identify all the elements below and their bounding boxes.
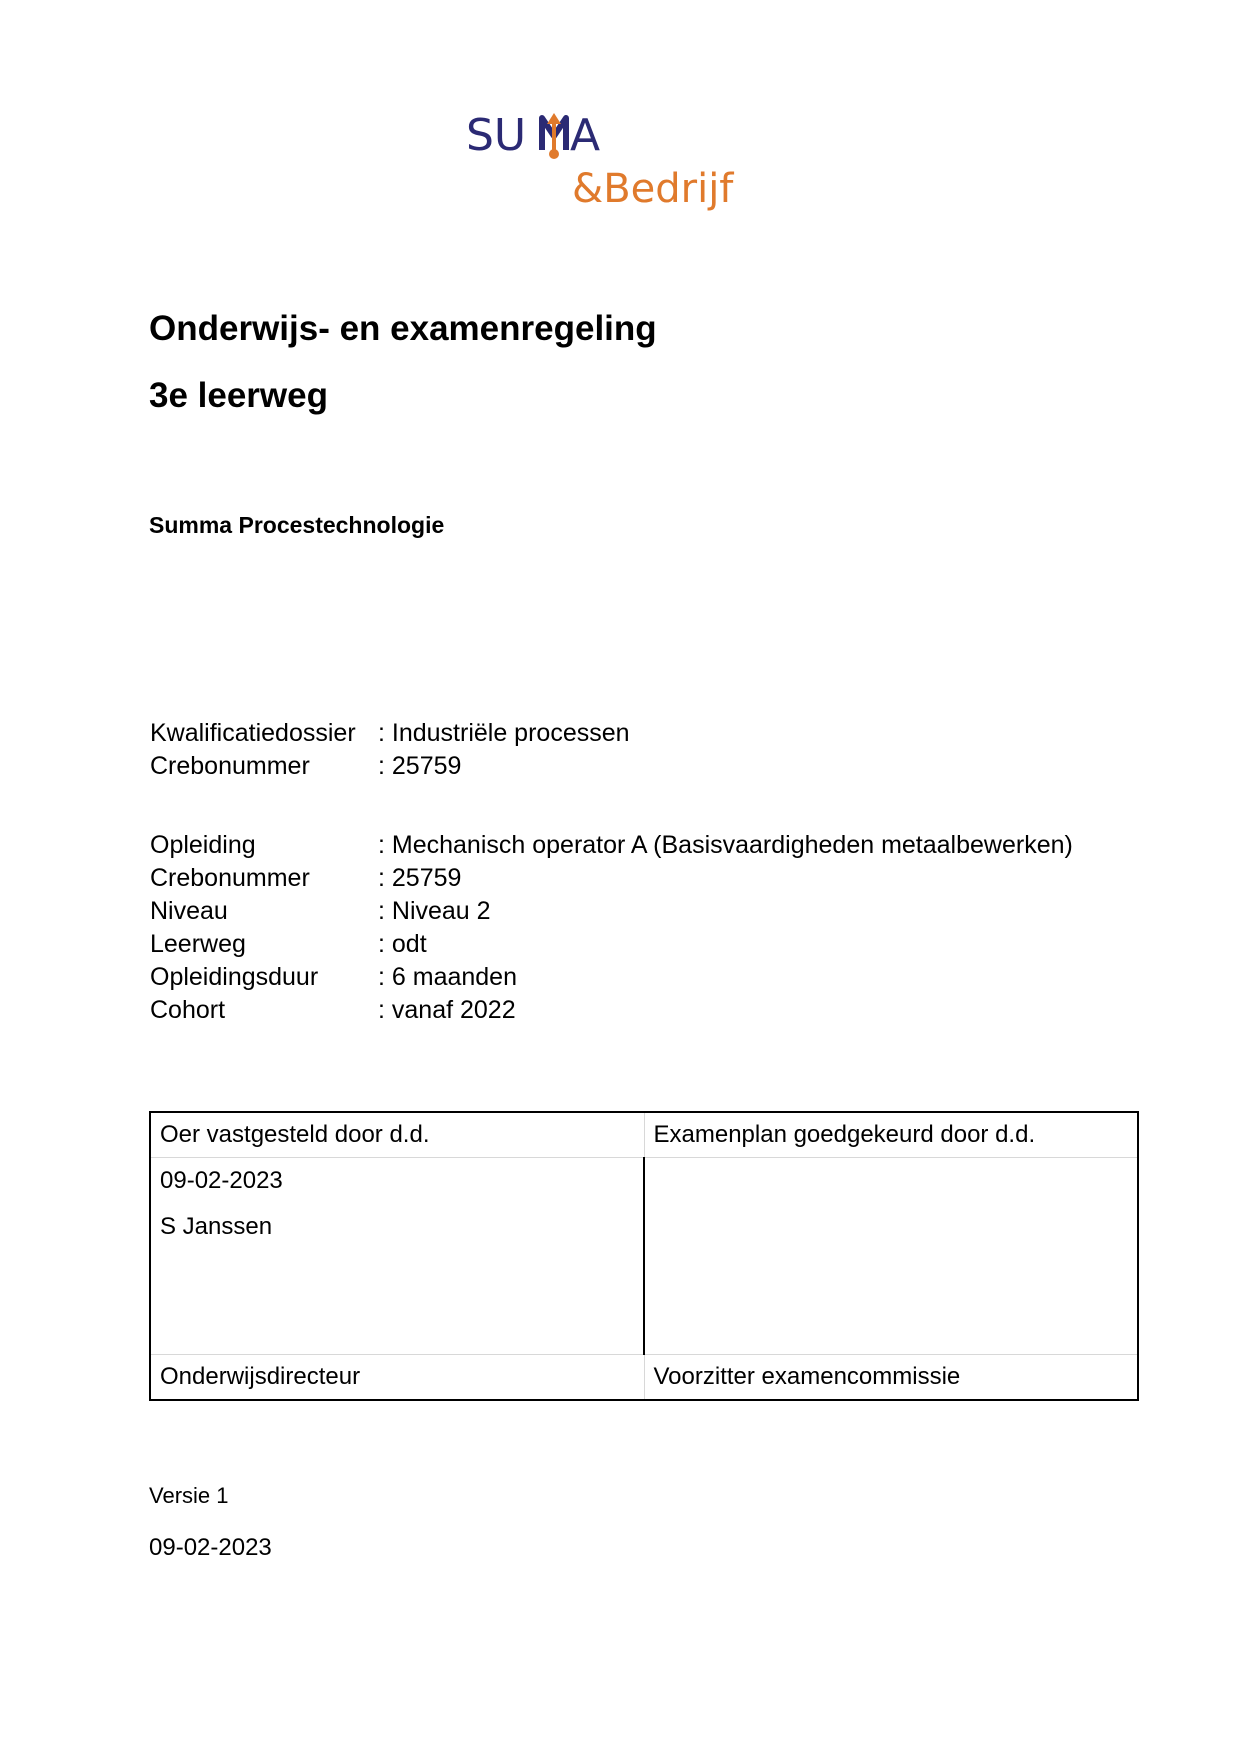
svg-text:SU: SU — [466, 110, 527, 161]
version-label: Versie 1 — [149, 1483, 229, 1508]
info-label: Cohort — [150, 996, 226, 1024]
info-label: Opleidingsduur — [150, 963, 319, 991]
logo-arrow-m — [542, 113, 566, 159]
document-subtitle-leerweg: 3e leerweg — [149, 376, 328, 415]
info-row — [150, 750, 630, 783]
info-value: : odt — [378, 930, 427, 958]
info-value: : 25759 — [378, 864, 462, 892]
info-value: : vanaf 2022 — [378, 996, 516, 1024]
info-row — [150, 928, 1073, 961]
info-value: : Niveau 2 — [378, 897, 491, 925]
svg-text:&Bedrijf: &Bedrijf — [572, 166, 734, 212]
info-row — [150, 961, 1073, 994]
summa-bedrijf-logo — [464, 108, 754, 218]
info-label: Kwalificatiedossier — [150, 719, 356, 747]
signature-row — [150, 1158, 1138, 1355]
programme-info — [150, 829, 1073, 1027]
info-value: : Mechanisch operator A (Basisvaardigheden metaalbewerken) — [378, 831, 1073, 859]
approval-table — [149, 1111, 1139, 1401]
info-row — [150, 994, 1073, 1027]
info-label: Opleiding — [150, 831, 256, 859]
info-value: : 25759 — [378, 752, 462, 780]
info-row — [150, 862, 1073, 895]
signature-cell-left — [150, 1158, 644, 1355]
document-title: Onderwijs- en examenregeling — [149, 309, 657, 348]
table-header-row — [150, 1112, 1138, 1158]
signature-cell-right — [644, 1158, 1138, 1355]
info-row — [150, 895, 1073, 928]
logo-image — [464, 108, 754, 218]
approver-name: S Janssen — [160, 1213, 273, 1240]
info-row — [150, 829, 1073, 862]
header-cell-oer: Oer vastgesteld door d.d. — [150, 1112, 644, 1158]
role-voorzitter: Voorzitter examencommissie — [644, 1355, 1138, 1401]
version-date: 09-02-2023 — [149, 1534, 272, 1561]
info-value: : 6 maanden — [378, 963, 517, 991]
info-label: Leerweg — [150, 930, 246, 958]
info-label: Crebonummer — [150, 752, 310, 780]
info-value: : Industriële processen — [378, 719, 630, 747]
info-label: Niveau — [150, 897, 228, 925]
role-onderwijsdirecteur: Onderwijsdirecteur — [150, 1355, 644, 1401]
approval-date: 09-02-2023 — [160, 1167, 283, 1194]
qualification-info — [150, 717, 630, 783]
info-label: Crebonummer — [150, 864, 310, 892]
info-row — [150, 717, 630, 750]
table-footer-row — [150, 1355, 1138, 1401]
header-cell-examenplan: Examenplan goedgekeurd door d.d. — [644, 1112, 1138, 1158]
department-name: Summa Procestechnologie — [149, 512, 445, 538]
svg-text:A: A — [570, 110, 601, 161]
